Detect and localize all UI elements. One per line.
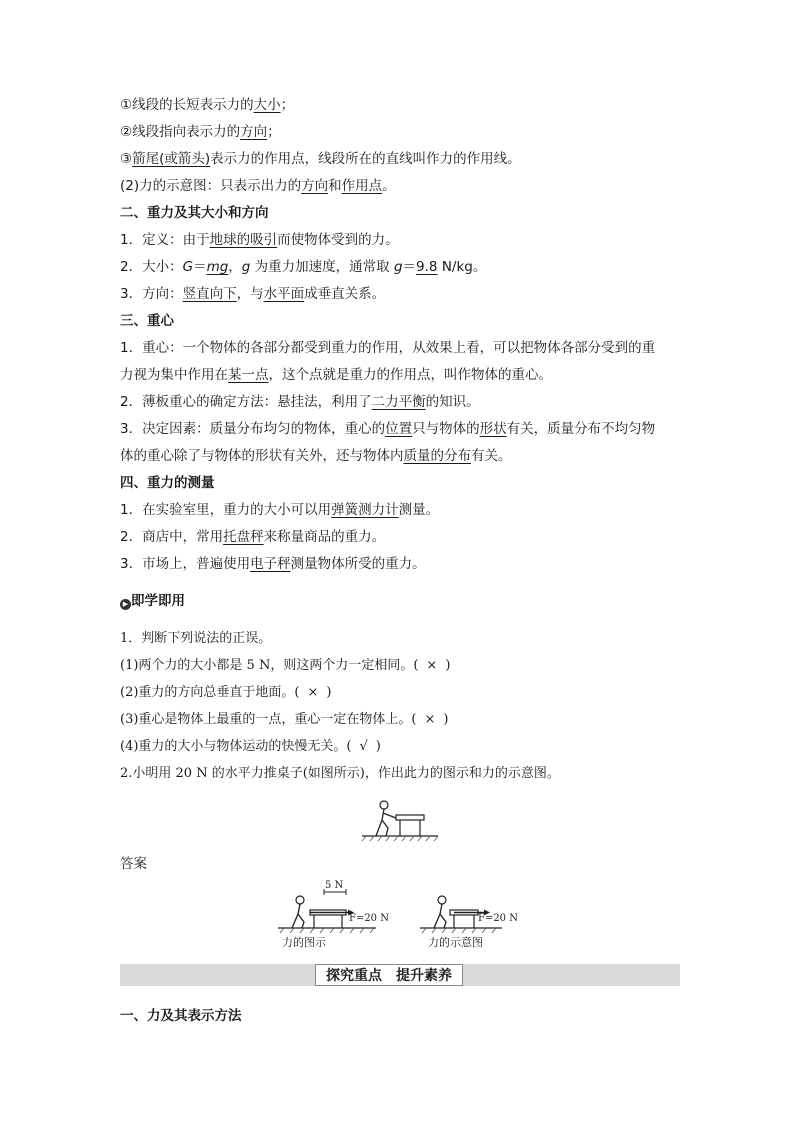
intro-item-2: ②线段指向表示力的方向； bbox=[120, 124, 281, 140]
measure-shop: 2．商店中，常用托盘秤来称量商品的重力。 bbox=[120, 529, 386, 545]
practice-q1: 1．判断下列说法的正误。 bbox=[120, 631, 272, 646]
push-table-figure bbox=[360, 796, 440, 844]
center-of-gravity-p1-line2: 力视为集中作用在某一点，这个点就是重力的作用点，叫作物体的重心。 bbox=[120, 367, 552, 383]
section3-heading: 三、重心 bbox=[120, 313, 174, 329]
practice-heading: ▶ 即学即用 bbox=[120, 588, 680, 615]
center-of-gravity-p3-line1: 3．决定因素：质量分布均匀的物体，重心的位置只与物体的形状有关，质量分布不均匀物 bbox=[120, 421, 656, 437]
next-section-heading: 一、力及其表示方法 bbox=[120, 1008, 242, 1024]
intro-item-4: (2)力的示意图：只表示出力的方向和作用点。 bbox=[120, 178, 396, 194]
section-banner-title: 探究重点 提升素养 bbox=[315, 964, 463, 986]
intro-item-3: ③箭尾(或箭头)表示力的作用点，线段所在的直线叫作力的作用线。 bbox=[120, 151, 521, 167]
practice-s3: (3)重心是物体上最重的一点，重心一定在物体上。( × ) bbox=[120, 712, 449, 727]
measure-market: 3．市场上，普遍使用电子秤测量物体所受的重力。 bbox=[120, 556, 426, 572]
caption-force-schematic: 力的示意图 bbox=[428, 936, 483, 949]
section2-heading: 二、重力及其大小和方向 bbox=[120, 205, 269, 221]
gravity-direction: 3．方向：竖直向下，与水平面成垂直关系。 bbox=[120, 286, 386, 302]
force-label-2: F=20 N bbox=[478, 913, 518, 924]
gravity-magnitude: 2．大小：G＝mg，g 为重力加速度，通常取 g＝9.8 N/kg。 bbox=[120, 259, 487, 275]
answer-label: 答案 bbox=[120, 856, 147, 872]
scale-label: 5 N bbox=[325, 880, 344, 891]
force-diagram-figure bbox=[276, 876, 400, 936]
force-label-1: F=20 N bbox=[349, 913, 389, 924]
practice-s2: (2)重力的方向总垂直于地面。( × ) bbox=[120, 685, 332, 700]
intro-item-1: ①线段的长短表示力的大小； bbox=[120, 97, 295, 113]
center-of-gravity-p3-line2: 体的重心除了与物体的形状有关外，还与物体内质量的分布有关。 bbox=[120, 448, 512, 464]
measure-lab: 1．在实验室里，重力的大小可以用弹簧测力计测量。 bbox=[120, 502, 440, 518]
center-of-gravity-p1-line1: 1．重心：一个物体的各部分都受到重力的作用，从效果上看，可以把物体各部分受到的重 bbox=[120, 340, 656, 356]
practice-s4: (4)重力的大小与物体运动的快慢无关。( √ ) bbox=[120, 739, 381, 754]
caption-force-diagram: 力的图示 bbox=[282, 936, 326, 949]
document-body bbox=[120, 92, 680, 787]
center-of-gravity-p2: 2．薄板重心的确定方法：悬挂法，利用了二力平衡的知识。 bbox=[120, 394, 480, 410]
section4-heading: 四、重力的测量 bbox=[120, 475, 215, 491]
gravity-definition: 1．定义：由于地球的吸引而使物体受到的力。 bbox=[120, 232, 399, 248]
force-schematic-figure bbox=[418, 876, 542, 936]
section-banner bbox=[120, 964, 680, 986]
play-circle-icon: ▶ bbox=[120, 599, 131, 610]
practice-s1: (1)两个力的大小都是 5 N，则这两个力一定相同。( × ) bbox=[120, 658, 451, 673]
practice-q2: 2.小明用 20 N 的水平力推桌子(如图所示)，作出此力的图示和力的示意图。 bbox=[120, 766, 560, 781]
